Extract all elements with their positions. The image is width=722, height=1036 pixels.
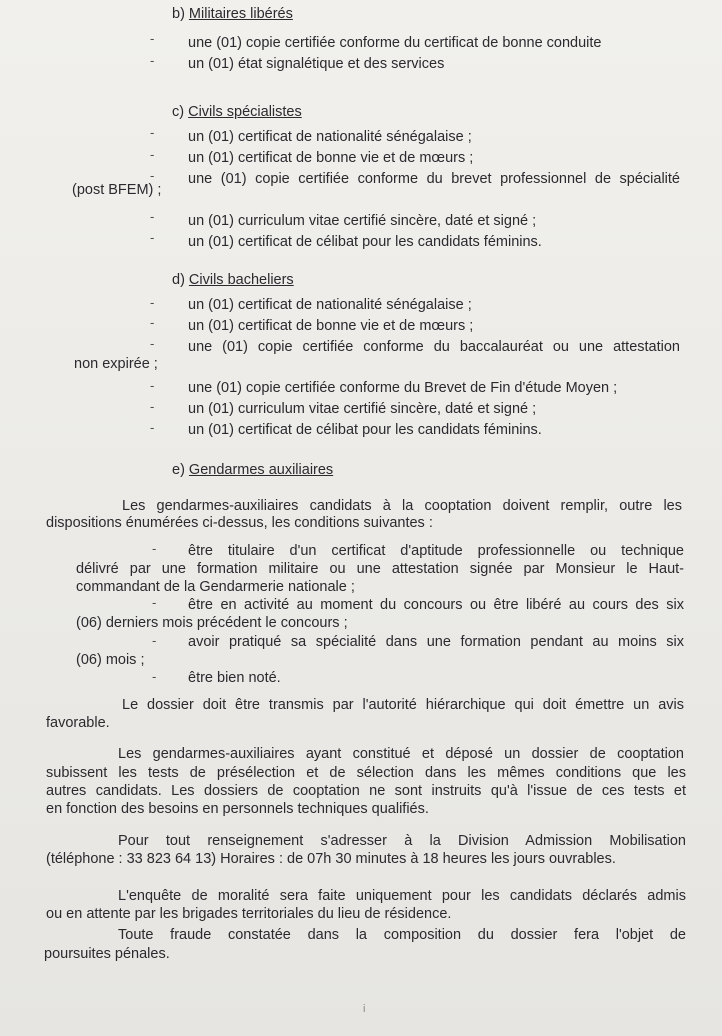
list-item-continuation: (post BFEM) ;: [72, 182, 162, 198]
section-c-heading: c) Civils spécialistes: [172, 104, 302, 120]
condition-line: être bien noté.: [188, 670, 281, 686]
bullet: -: [150, 209, 155, 224]
bullet: -: [150, 399, 155, 414]
bullet: -: [150, 315, 155, 330]
paragraph-line: Le dossier doit être transmis par l'autorité hiérarchique qui doit émettre un avis: [122, 697, 684, 713]
paragraph-line: L'enquête de moralité sera faite uniquement pour les candidats déclarés admis: [118, 888, 686, 904]
list-item: un (01) certificat de nationalité sénégalaise ;: [188, 129, 472, 145]
bullet: -: [152, 541, 157, 556]
bullet: -: [150, 230, 155, 245]
paragraph-line: poursuites pénales.: [44, 946, 170, 962]
bullet: -: [150, 147, 155, 162]
list-item-continuation: non expirée ;: [74, 356, 158, 372]
list-item: un (01) certificat de célibat pour les candidats féminins.: [188, 422, 542, 438]
condition-line: avoir pratiqué sa spécialité dans une formation pendant au moins six: [188, 634, 684, 650]
list-item: un (01) certificat de bonne vie et de mœurs ;: [188, 318, 474, 334]
bullet: -: [150, 420, 155, 435]
section-e-heading: e) Gendarmes auxiliaires: [172, 462, 334, 478]
list-item: un (01) curriculum vitae certifié sincère, daté et signé ;: [188, 401, 537, 417]
paragraph-line: Toute fraude constatée dans la composition du dossier fera l'objet de: [118, 927, 686, 943]
bullet: -: [152, 669, 157, 684]
list-item: un (01) état signalétique et des services: [188, 56, 445, 72]
condition-line: être en activité au moment du concours ou être libéré au cours des six: [188, 597, 684, 613]
list-item: une (01) copie certifiée conforme du certificat de bonne conduite: [188, 35, 602, 51]
list-item: une (01) copie certifiée conforme du baccalauréat ou une attestation: [188, 339, 680, 355]
condition-line: (06) mois ;: [76, 652, 145, 668]
paragraph-line: autres candidats. Les dossiers de cooptation ne sont instruits qu'à l'issue de ces tests et: [46, 783, 686, 799]
list-item: un (01) certificat de nationalité sénégalaise ;: [188, 297, 472, 313]
section-d-heading: d) Civils bacheliers: [172, 272, 294, 288]
bullet: -: [152, 595, 157, 610]
list-item: un (01) certificat de célibat pour les candidats féminins.: [188, 234, 542, 250]
bullet: -: [150, 295, 155, 310]
paragraph-line: Les gendarmes-auxiliaires candidats à la cooptation doivent remplir, outre les: [122, 498, 682, 514]
page-number: i: [363, 1003, 366, 1015]
list-item: un (01) curriculum vitae certifié sincère, daté et signé ;: [188, 213, 537, 229]
bullet: -: [150, 53, 155, 68]
list-item: une (01) copie certifiée conforme du Brevet de Fin d'étude Moyen ;: [188, 380, 618, 396]
list-item: un (01) certificat de bonne vie et de mœurs ;: [188, 150, 474, 166]
condition-line: délivré par une formation militaire ou une attestation signée par Monsieur le Haut-: [76, 561, 684, 577]
bullet: -: [150, 168, 155, 183]
paragraph-line: en fonction des besoins en personnels techniques qualifiés.: [46, 801, 429, 817]
condition-line: (06) derniers mois précédent le concours ;: [76, 615, 348, 631]
paragraph-line: favorable.: [46, 715, 110, 731]
bullet: -: [150, 125, 155, 140]
paragraph-line: Les gendarmes-auxiliaires ayant constitué et déposé un dossier de cooptation: [118, 746, 684, 762]
paragraph-line: ou en attente par les brigades territoriales du lieu de résidence.: [46, 906, 452, 922]
condition-line: être titulaire d'un certificat d'aptitude professionnelle ou technique: [188, 543, 684, 559]
list-item: une (01) copie certifiée conforme du brevet professionnel de spécialité: [188, 171, 680, 187]
section-b-heading: b) Militaires libérés: [172, 6, 293, 22]
condition-line: commandant de la Gendarmerie nationale ;: [76, 579, 355, 595]
paragraph-line: (téléphone : 33 823 64 13) Horaires : de 07h 30 minutes à 18 heures les jours ouvrables.: [46, 851, 616, 867]
paragraph-line: dispositions énumérées ci-dessus, les conditions suivantes :: [46, 515, 433, 531]
paragraph-line: Pour tout renseignement s'adresser à la Division Admission Mobilisation: [118, 833, 686, 849]
bullet: -: [150, 378, 155, 393]
bullet: -: [150, 31, 155, 46]
paragraph-line: subissent les tests de présélection et de sélection dans les mêmes conditions que les: [46, 765, 686, 781]
bullet: -: [150, 336, 155, 351]
bullet: -: [152, 633, 157, 648]
